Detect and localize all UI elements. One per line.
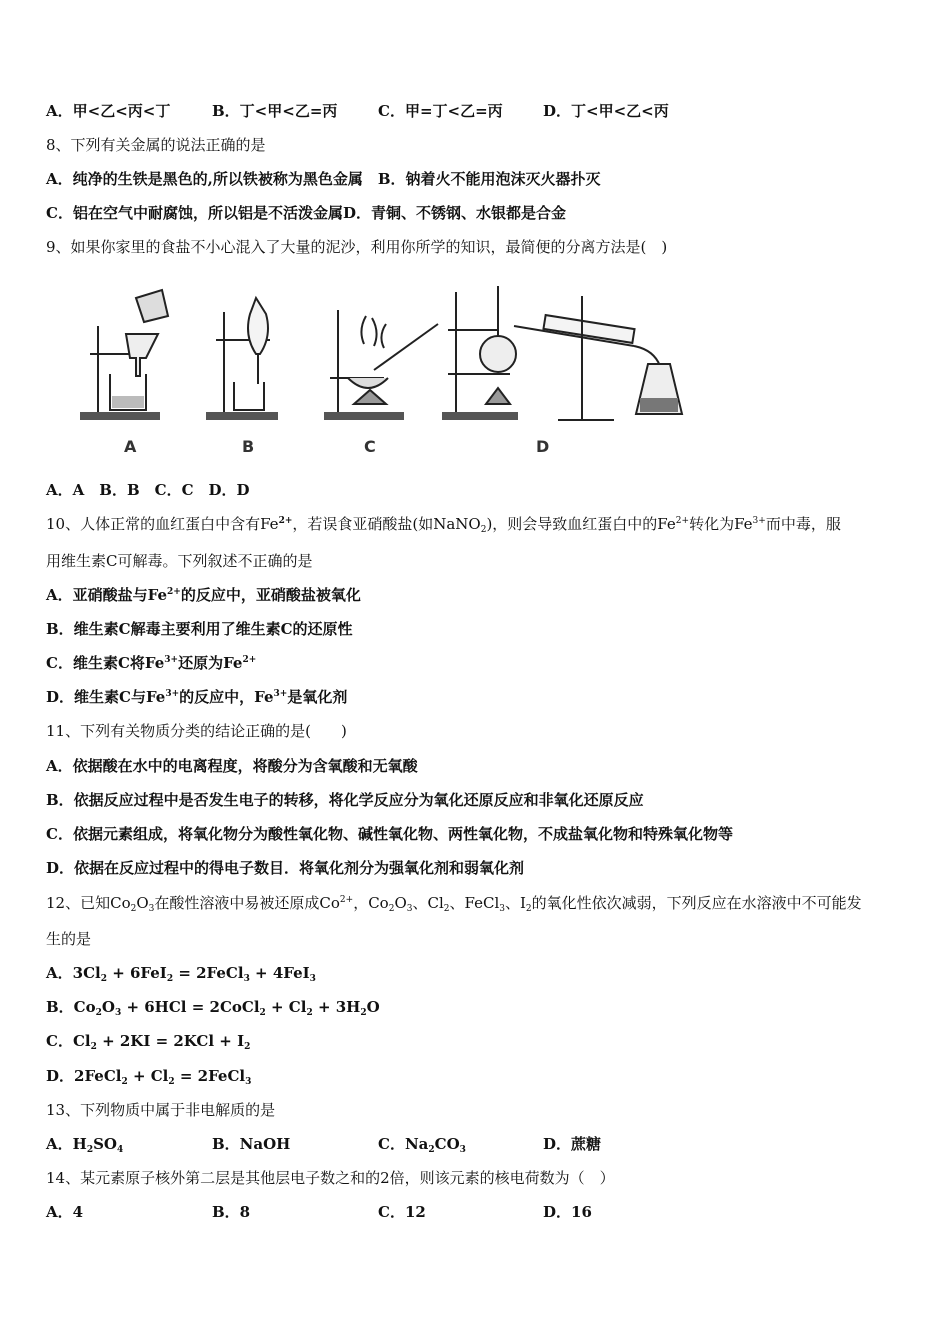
q10-option-d: D．维生素C与$Fe^{3+}$的反应中，$Fe^{3+}$是氧化剂: [46, 688, 348, 706]
q13-option-c: C．$Na_2CO_3$: [378, 1135, 466, 1155]
q11-stem: 11、下列有关物质分类的结论正确的是( ): [46, 722, 347, 740]
q12-option-b: B．$Co_2O_3 + 6HCl$ = 2CoCl$_2$ + $Cl_2 + 3H_2O$: [46, 998, 380, 1018]
q7-option-c: C．甲=丁<乙=丙: [378, 102, 503, 120]
q11-option-c: C．依据元素组成，将氧化物分为酸性氧化物、碱性氧化物、两性氧化物，不成盐氧化物和特殊氧化物等: [46, 825, 733, 843]
figure-label-c: C: [364, 437, 376, 456]
q14-stem: 14、某元素原子核外第二层是其他层电子数之和的2倍，则该元素的核电荷数为（ ）: [46, 1169, 615, 1187]
q13-option-b: B．NaOH: [212, 1135, 291, 1153]
q8-options-line1: A．纯净的生铁是黑色的,所以铁被称为黑色金属 B．钠着火不能用泡沫灭火器扑灭: [46, 170, 601, 188]
q12-stem-line2: 生的是: [46, 930, 92, 948]
q13-option-a: A．$H_2SO_4$: [46, 1135, 124, 1155]
q14-option-a: A．4: [46, 1203, 84, 1221]
q10-option-c: C．维生素C将$Fe^{3+}$还原为$Fe^{2+}$: [46, 654, 257, 672]
q10-option-a: A．亚硝酸盐与$Fe^{2+}$的反应中，亚硝酸盐被氧化: [46, 586, 361, 604]
q12-option-c: C．$Cl_2 + 2KI = 2KCl + I_2$: [46, 1032, 251, 1052]
figure-label-d: D: [536, 437, 550, 456]
q12-option-a: A．$3Cl_2 + 6FeI_2$ = 2FeCl$_3$ + 4FeI$_3$: [46, 964, 316, 984]
q10-stem: 10、人体正常的血红蛋白中含有$Fe^{2+}$，若误食亚硝酸盐(如NaNO$_2$)，则会导致血红蛋白中的$Fe^{2+}$转化为$Fe^{3+}$而中毒，服: [46, 515, 841, 535]
q14-option-b: B．8: [212, 1203, 251, 1221]
q14-option-c: C．12: [378, 1203, 426, 1221]
q11-option-a: A．依据酸在水中的电离程度，将酸分为含氧酸和无氧酸: [46, 757, 418, 775]
separation-apparatus-figure: [74, 274, 710, 460]
q7-option-b: B．丁<甲<乙=丙: [212, 102, 338, 120]
q7-option-a: A．甲<乙<丙<丁: [46, 102, 171, 120]
q9-stem: 9、如果你家里的食盐不小心混入了大量的泥沙，利用你所学的知识，最简便的分离方法是( ): [46, 238, 668, 256]
q8-stem: 8、下列有关金属的说法正确的是: [46, 136, 266, 154]
q14-option-d: D．16: [543, 1203, 592, 1221]
q13-option-d: D．蔗糖: [543, 1135, 602, 1153]
q12-stem: 12、已知$Co_2O_3$在酸性溶液中易被还原成$Co^{2+}$，$Co_2O_3$、$Cl_2$、FeCl$_3$、$I_2$的氧化性依次减弱，下列反应在水溶液中不可能发: [46, 894, 862, 914]
q8-options-line2: C．铝在空气中耐腐蚀，所以铝是不活泼金属D．青铜、不锈钢、水银都是合金: [46, 204, 566, 222]
q12-option-d: D．2FeCl$_2$ + $Cl_2$ = 2FeCl$_3$: [46, 1067, 252, 1087]
q7-option-d: D．丁<甲<乙<丙: [543, 102, 669, 120]
q10-option-b: B．维生素C解毒主要利用了维生素C的还原性: [46, 620, 353, 638]
q11-option-d: D．依据在反应过程中的得电子数目．将氧化剂分为强氧化剂和弱氧化剂: [46, 859, 525, 877]
q10-stem-line2: 用维生素C可解毒。下列叙述不正确的是: [46, 552, 313, 570]
q11-option-b: B．依据反应过程中是否发生电子的转移，将化学反应分为氧化还原反应和非氧化还原反应: [46, 791, 644, 809]
figure-label-b: B: [242, 437, 255, 456]
q9-options: A．A B．B C．C D．D: [46, 481, 250, 499]
q13-stem: 13、下列物质中属于非电解质的是: [46, 1101, 276, 1119]
figure-label-a: A: [124, 437, 137, 456]
